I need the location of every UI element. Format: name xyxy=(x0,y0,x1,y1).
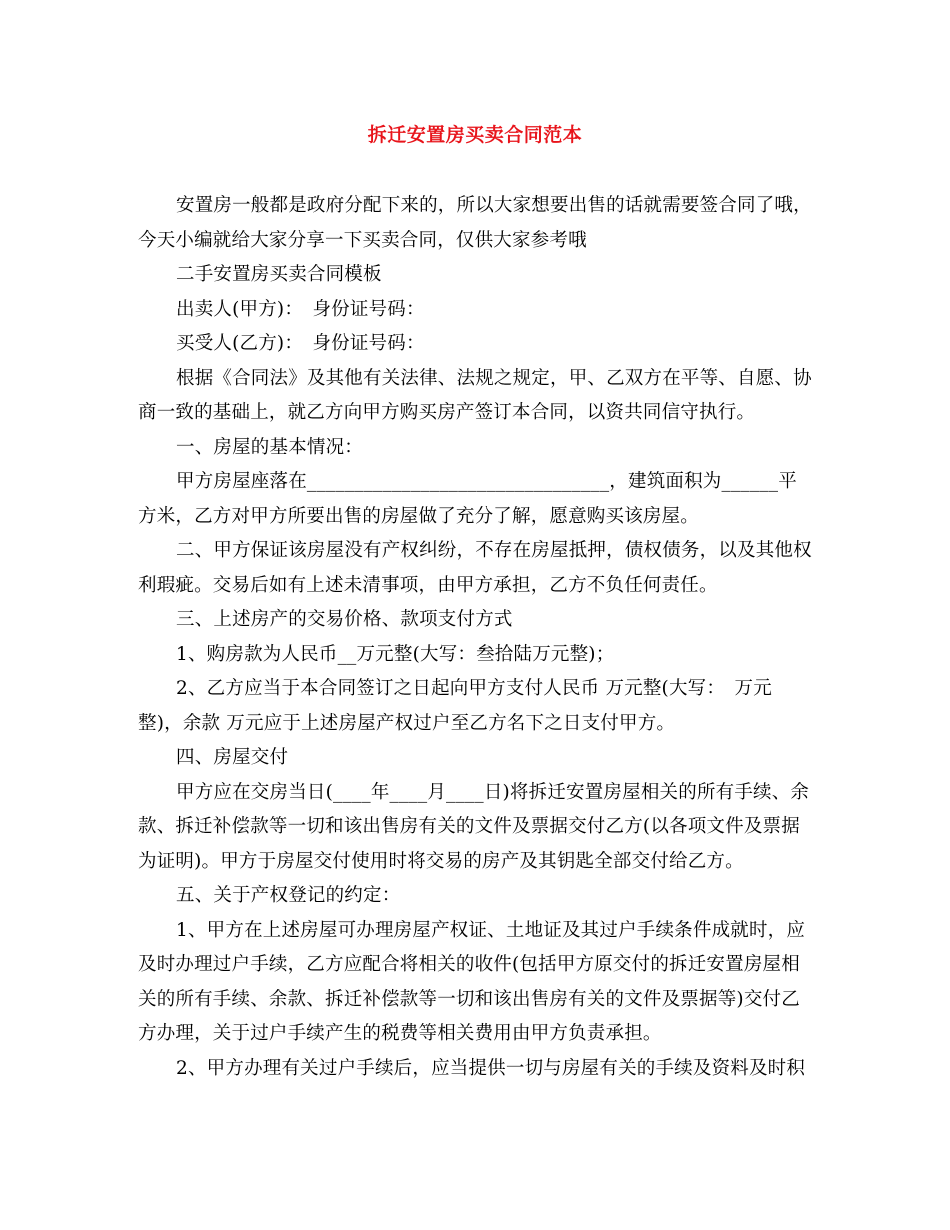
seller-line: 出卖人(甲方)： 身份证号码： xyxy=(176,298,425,320)
section-4-body: 甲方应在交房当日(____年____月____日)将拆迁安置房屋相关的所有手续、余款、拆迁补偿款等一切和该出售房有关的文件及票据交付乙方(以各项文件及票据为证明)。甲方于房屋交付使用时将交易的房产及其钥匙全部交付给乙方。 xyxy=(138,781,810,872)
section-3-heading: 三、上述房产的交易价格、款项支付方式 xyxy=(176,609,513,630)
document-title: 拆迁安置房买卖合同范本 xyxy=(367,124,583,146)
section-2-body: 二、甲方保证该房屋没有产权纠纷，不存在房屋抵押，债权债务，以及其他权利瑕疵。交易后如有上述未清事项，由甲方承担，乙方不负任何责任。 xyxy=(138,540,812,596)
section-3-item-2: 2、乙方应当于本合同签订之日起向甲方支付人民币 万元整(大写： 万元整)，余款 万元应于上述房屋产权过户至乙方名下之日支付甲方。 xyxy=(138,678,772,734)
preamble-paragraph: 根据《合同法》及其他有关法律、法规之规定，甲、乙双方在平等、自愿、协商一致的基础上，就乙方向甲方购买房产签订本合同，以资共同信守执行。 xyxy=(138,367,812,423)
intro-paragraph: 安置房一般都是政府分配下来的，所以大家想要出售的话就需要签合同了哦，今天小编就给大家分享一下买卖合同，仅供大家参考哦 xyxy=(138,195,812,251)
section-5-heading: 五、关于产权登记的约定： xyxy=(176,885,401,906)
section-5-item-2: 2、甲方办理有关过户手续后，应当提供一切与房屋有关的手续及资料及时积 xyxy=(176,1057,806,1079)
section-5-item-1: 1、甲方在上述房屋可办理房屋产权证、土地证及其过户手续条件成就时，应及时办理过户手续，乙方应配合将相关的收件(包括甲方原交付的拆迁安置房屋相关的所有手续、余款、拆迁补偿款等一切和该出售房有关的文件及票据等)交付乙方办理，关于过户手续产生的税费等相关费用由甲方负责承担。 xyxy=(138,919,806,1044)
section-4-heading: 四、房屋交付 xyxy=(176,747,289,768)
template-heading: 二手安置房买卖合同模板 xyxy=(176,264,382,285)
section-3-item-1: 1、购房款为人民币__万元整(大写：叁拾陆万元整)； xyxy=(176,643,615,665)
section-1-heading: 一、房屋的基本情况： xyxy=(176,436,364,458)
buyer-line: 买受人(乙方)： 身份证号码： xyxy=(176,333,425,354)
section-1-body: 甲方房屋座落在________________________________，建筑面积为______平方米，乙方对甲方所要出售的房屋做了充分了解，愿意购买该房屋。 xyxy=(138,471,797,527)
document-body xyxy=(138,189,814,1086)
